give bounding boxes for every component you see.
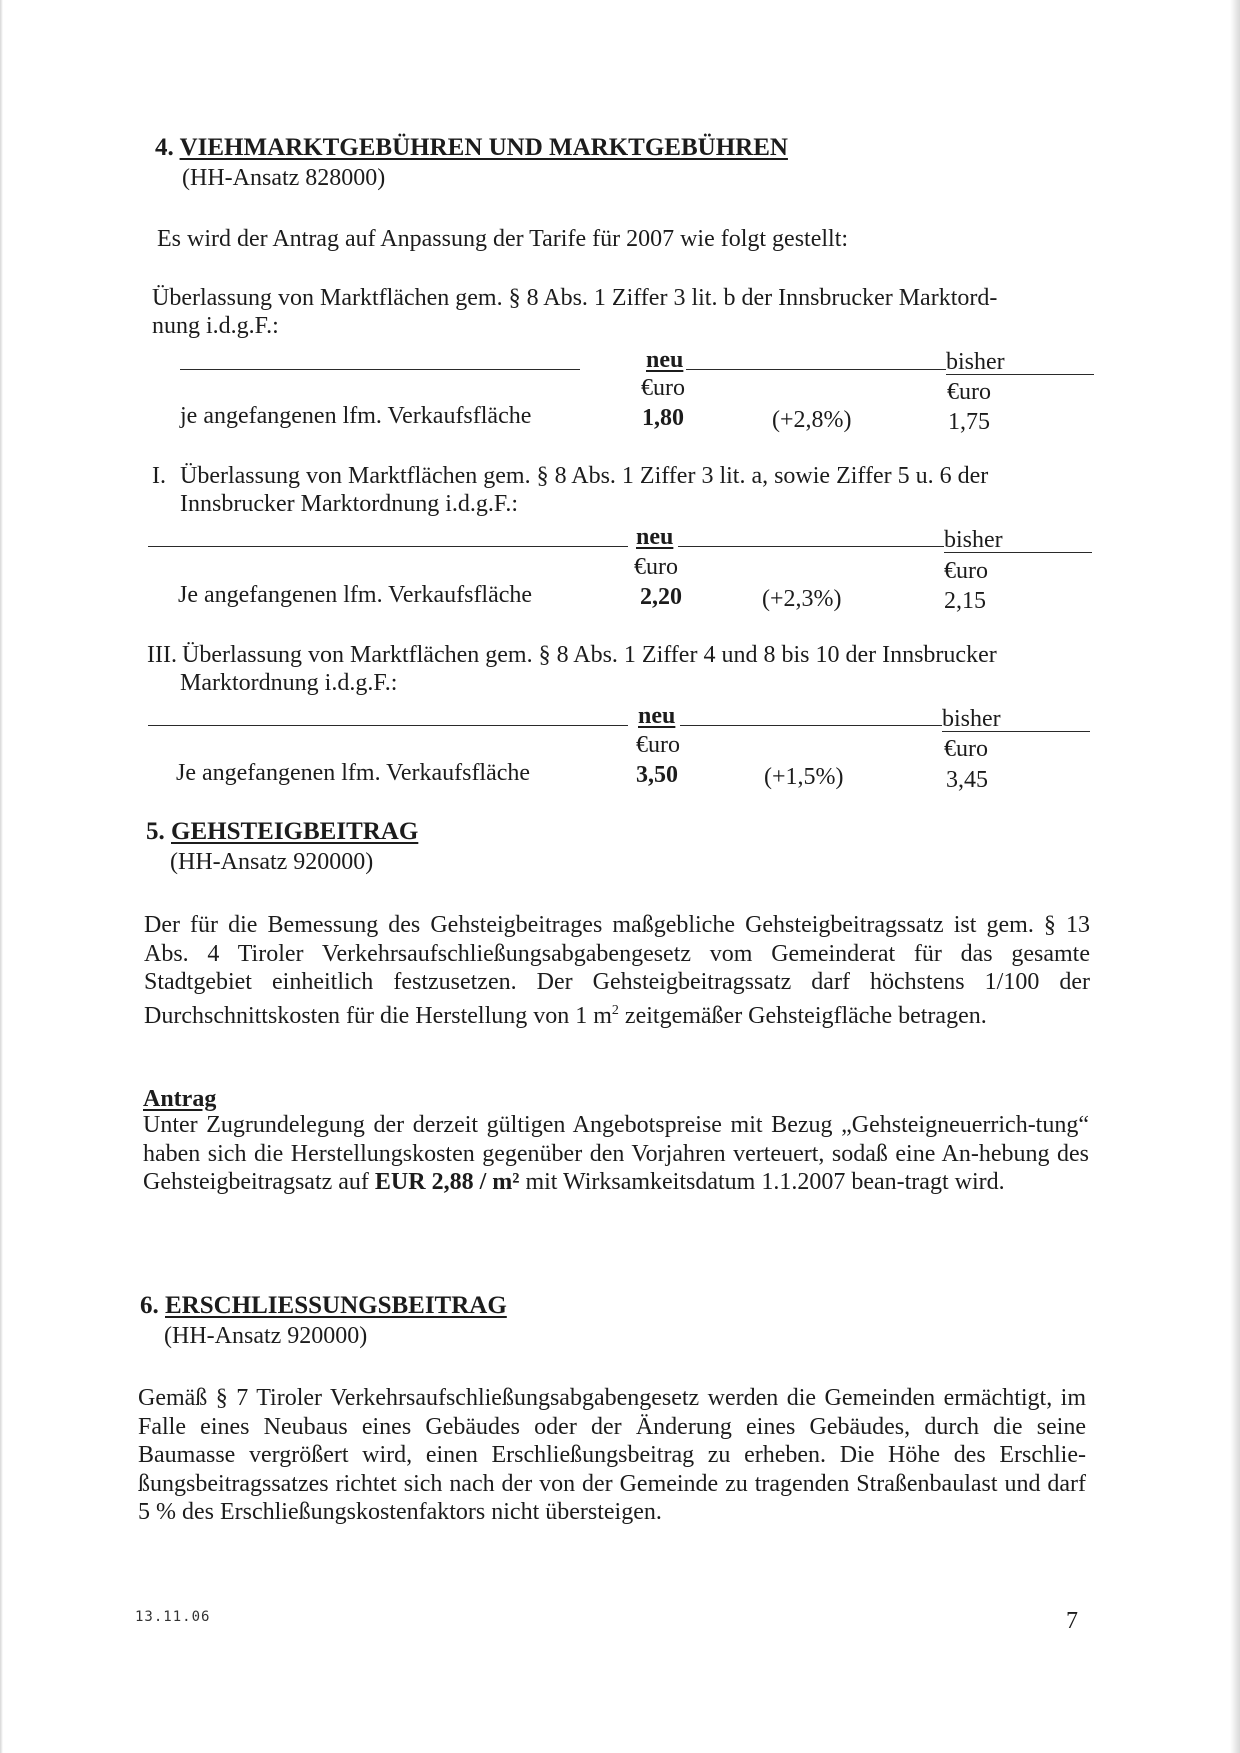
section-5-para-text-end: zeitgemäßer Gehsteigfläche betragen. xyxy=(618,1002,987,1029)
tariff-3-heading-line2: Marktordnung i.d.g.F.: xyxy=(180,670,398,696)
section-5-para-superscript: 2 xyxy=(611,1002,619,1018)
tariff-3-col-old: bisher xyxy=(942,706,1001,732)
antrag-paragraph xyxy=(143,1111,1089,1197)
footer-date: 13.11.06 xyxy=(135,1609,211,1625)
section-5-number: 5. xyxy=(146,818,165,845)
tariff-1-unit-new: €uro xyxy=(641,375,685,401)
tariff-3-value-new: 3,50 xyxy=(636,762,678,788)
tariff-3-prefix: III. xyxy=(147,642,177,668)
section-4-number: 4. xyxy=(155,134,174,161)
tariff-3-rule-mid xyxy=(680,725,942,726)
tariff-2-row-label: Je angefangenen lfm. Verkaufsfläche xyxy=(178,582,533,608)
tariff-2-heading-line2: Innsbrucker Marktordnung i.d.g.F.: xyxy=(180,491,519,517)
tariff-2-rule-mid xyxy=(678,546,944,547)
tariff-3-unit-old: €uro xyxy=(944,736,988,762)
tariff-3-row-label: Je angefangenen lfm. Verkaufsfläche xyxy=(176,760,531,786)
section-5-heading xyxy=(146,818,418,846)
tariff-1-row-label: je angefangenen lfm. Verkaufsfläche xyxy=(180,403,532,429)
tariff-1-value-new: 1,80 xyxy=(642,405,684,431)
antrag-heading: Antrag xyxy=(143,1086,217,1112)
tariff-1-heading-line1: Überlassung von Marktflächen gem. § 8 Abs. 1 Ziffer 3 lit. b der Innsbrucker Marktord- xyxy=(152,285,998,311)
tariff-1-col-old: bisher xyxy=(946,349,1005,375)
tariff-2-value-old: 2,15 xyxy=(944,588,986,614)
tariff-3-rule-left xyxy=(148,725,628,726)
section-5-paragraph xyxy=(144,911,1090,1030)
section-6-number: 6. xyxy=(140,1292,159,1319)
section-6-title: ERSCHLIESSUNGSBEITRAG xyxy=(165,1292,507,1319)
tariff-1-rule-mid xyxy=(686,369,946,370)
tariff-1-col-new: neu xyxy=(646,347,684,373)
tariff-3-rule-right xyxy=(942,731,1090,732)
page-number: 7 xyxy=(1066,1608,1078,1634)
antrag-text: Unter Zugrundelegung der derzeit gültigen Angebotspreise mit Bezug „Gehsteigneuerrich-tung“ haben sich die Herstellungskosten gegenüber den Vorjahren verteuert, sodaß eine An-hebung des Gehsteigbeitragsatz auf xyxy=(143,1112,1089,1195)
tariff-1-rule-left xyxy=(180,369,580,370)
tariff-2-value-new: 2,20 xyxy=(640,584,682,610)
section-6-budget: (HH-Ansatz 920000) xyxy=(164,1323,368,1349)
tariff-2-unit-old: €uro xyxy=(944,558,988,584)
tariff-3-heading-line1: Überlassung von Marktflächen gem. § 8 Abs. 1 Ziffer 4 und 8 bis 10 der Innsbrucker xyxy=(182,642,997,668)
section-5-title: GEHSTEIGBEITRAG xyxy=(171,818,419,845)
scan-edge-left xyxy=(0,0,3,1753)
tariff-3-unit-new: €uro xyxy=(636,732,680,758)
section-5-para-text: Der für die Bemessung des Gehsteigbeitrages maßgebliche Gehsteigbeitragssatz ist gem. § 13 Abs. 4 Tiroler Verkehrsaufschließungsabgabengesetz vom Gemeinderat für das gesamte Stadtgebiet einheitlich festzusetzen. Der Gehsteigbeitragssatz darf höchstens 1/100 der Durchschnittskosten für die Herstellung von 1 m xyxy=(144,912,1090,1029)
section-4-intro: Es wird der Antrag auf Anpassung der Tarife für 2007 wie folgt gestellt: xyxy=(157,226,849,252)
tariff-2-rule-left xyxy=(148,546,628,547)
section-5-budget: (HH-Ansatz 920000) xyxy=(170,849,374,875)
antrag-rate: EUR 2,88 / m² xyxy=(374,1169,520,1195)
tariff-3-col-new: neu xyxy=(638,703,676,729)
tariff-2-prefix: I. xyxy=(152,463,166,489)
tariff-3-change: (+1,5%) xyxy=(764,764,844,790)
tariff-1-change: (+2,8%) xyxy=(772,407,852,433)
tariff-2-col-old: bisher xyxy=(944,527,1003,553)
antrag-text-end: mit Wirksamkeitsdatum 1.1.2007 bean-tragt wird. xyxy=(519,1169,1005,1195)
tariff-2-heading-line1: Überlassung von Marktflächen gem. § 8 Abs. 1 Ziffer 3 lit. a, sowie Ziffer 5 u. 6 der xyxy=(180,463,989,489)
section-4-title: VIEHMARKTGEBÜHREN UND MARKTGEBÜHREN xyxy=(179,134,788,161)
tariff-1-unit-old: €uro xyxy=(947,379,991,405)
tariff-2-unit-new: €uro xyxy=(634,554,678,580)
section-6-heading xyxy=(140,1292,507,1320)
section-6-paragraph: Gemäß § 7 Tiroler Verkehrsaufschließungsabgabengesetz werden die Gemeinden ermächtigt, im Falle eines Neubaus eines Gebäudes oder der Änderung eines Gebäudes, durch die seine Baumasse vergrößert wird, einen Erschließungsbeitrag zu erheben. Die Höhe des Erschlie-ßungsbeitragssatzes richtet sich nach der von der Gemeinde zu tragenden Straßenbaulast und darf 5 % des Erschließungskostenfaktors nicht übersteigen. xyxy=(138,1385,1086,1525)
tariff-1-rule-right xyxy=(946,374,1094,375)
section-4-budget: (HH-Ansatz 828000) xyxy=(182,165,386,191)
section-4-heading xyxy=(155,134,788,162)
tariff-2-rule-right xyxy=(944,552,1092,553)
tariff-2-col-new: neu xyxy=(636,524,674,550)
tariff-1-value-old: 1,75 xyxy=(948,409,990,435)
scan-edge-right xyxy=(1230,0,1240,1753)
tariff-2-change: (+2,3%) xyxy=(762,586,842,612)
tariff-1-heading-line2: nung i.d.g.F.: xyxy=(152,313,279,339)
tariff-3-value-old: 3,45 xyxy=(946,767,988,793)
